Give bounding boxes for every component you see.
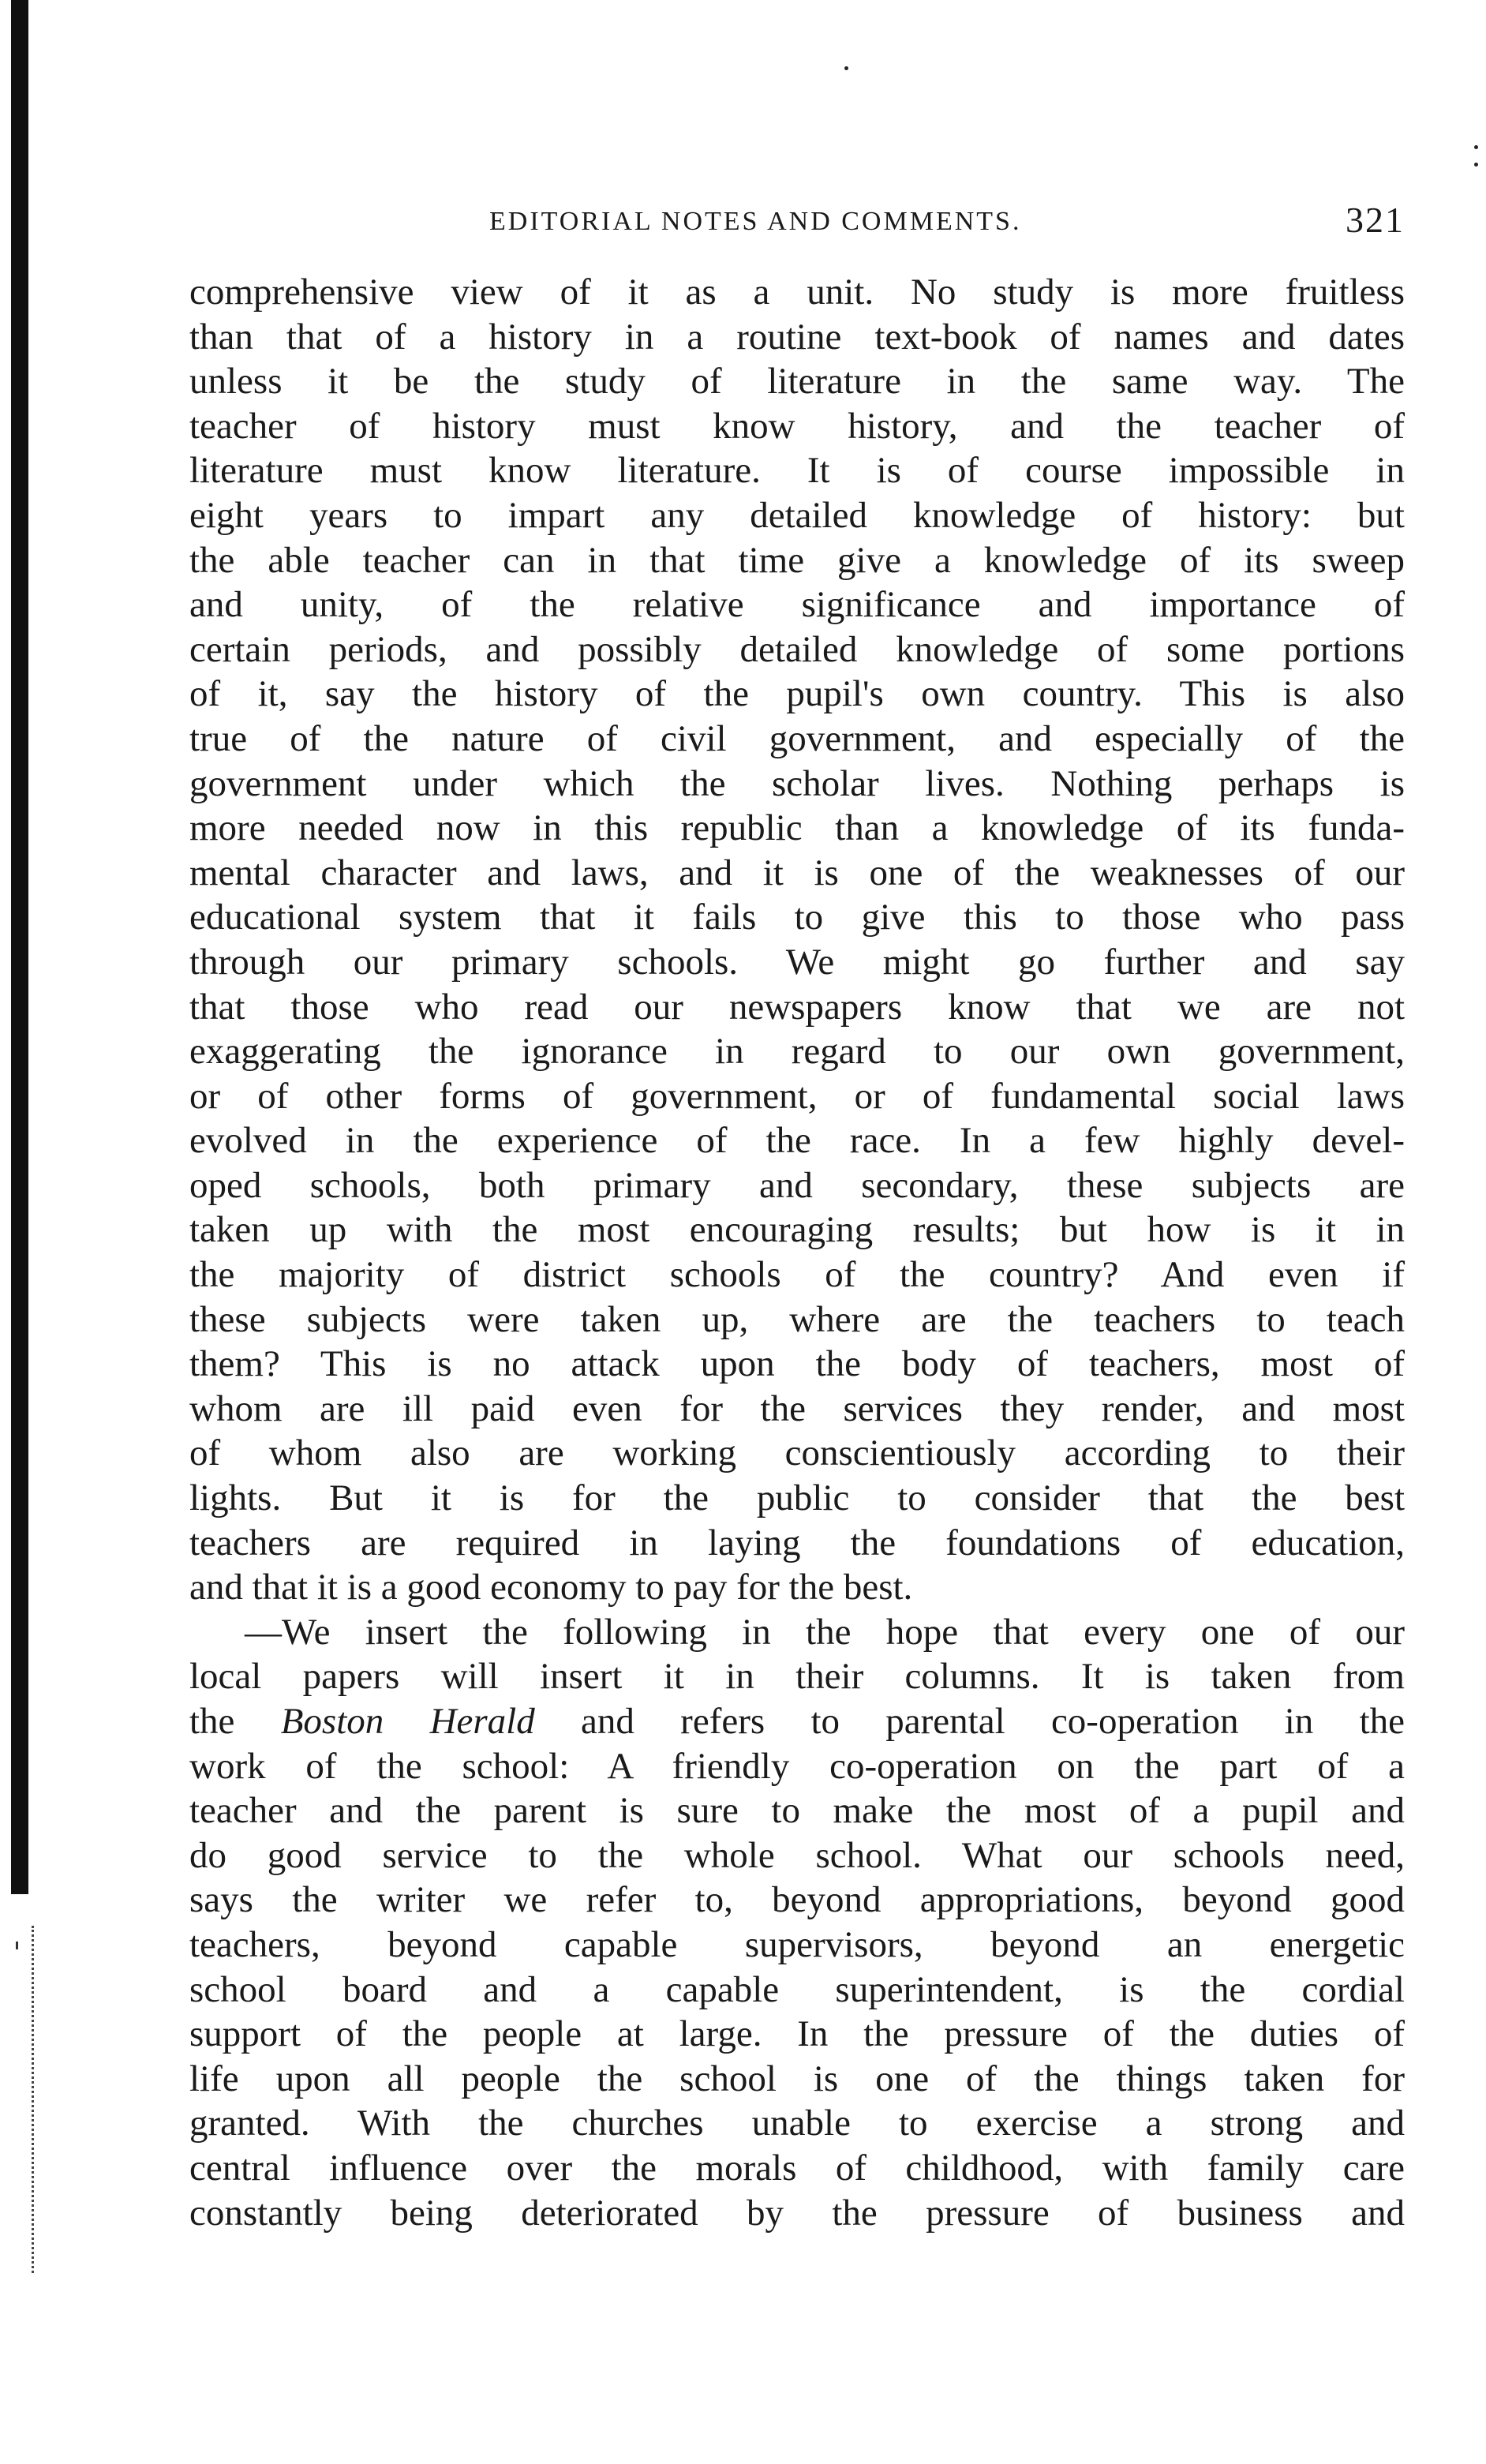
text-line: through our primary schools. We might go further and say [189, 941, 1405, 983]
newspaper-title: Boston Herald [280, 1701, 535, 1742]
running-title: EDITORIAL NOTES AND COMMENTS. [489, 207, 1022, 236]
page-header [189, 199, 1405, 246]
text-line: local papers will insert it in their columns. It is taken from [189, 1656, 1405, 1698]
text-line: life upon all people the school is one of the things taken for [189, 2058, 1405, 2099]
text-line: government under which the scholar lives. Nothing perhaps is [189, 762, 1405, 804]
text-line: whom are ill paid even for the services they render, and most [189, 1387, 1405, 1429]
text-line: support of the people at large. In the pressure of the duties of [189, 2013, 1405, 2055]
text-line: work of the school: A friendly co-operation on the part of a [189, 1745, 1405, 1787]
text-line: teacher and the parent is sure to make the most of a pupil and [189, 1790, 1405, 1832]
text-line: exaggerating the ignorance in regard to our own government, [189, 1031, 1405, 1073]
text-line: eight years to impart any detailed knowledge of history: but [189, 494, 1405, 536]
text-line: certain periods, and possibly detailed knowledge of some portions [189, 628, 1405, 670]
text-line: school board and a capable superintendent, is the cordial [189, 1968, 1405, 2010]
text-line: of it, say the history of the pupil's own country. This is also [189, 673, 1405, 715]
text-line: central influence over the morals of childhood, with family care [189, 2147, 1405, 2189]
text-line: educational system that it fails to give this to those who pass [189, 897, 1405, 938]
text-line: or of other forms of government, or of fundamental social laws [189, 1075, 1405, 1117]
text-line: taken up with the most encouraging results; but how is it in [189, 1209, 1405, 1251]
line-text: the [189, 1701, 235, 1742]
text-line: of whom also are working conscientiously according to their [189, 1432, 1405, 1474]
text-line: granted. With the churches unable to exercise a strong and [189, 2103, 1405, 2144]
paragraph-end-line: and that it is a good economy to pay for the best. [189, 1567, 913, 1608]
text-line: mental character and laws, and it is one of the weaknesses of our [189, 852, 1405, 893]
page-number: 321 [1346, 200, 1405, 240]
text-line: literature must know literature. It is of course impossible in [189, 450, 1405, 492]
binding-mark [16, 1942, 18, 1949]
text-line: them? This is no attack upon the body of teachers, most of [189, 1343, 1405, 1385]
text-line: the majority of district schools of the country? And even if [189, 1254, 1405, 1296]
text-line: do good service to the whole school. What our schools need, [189, 1834, 1405, 1876]
text-line: teacher of history must know history, and the teacher of [189, 405, 1405, 447]
text-line: more needed now in this republic than a knowledge of its funda- [189, 807, 1405, 849]
ink-speck [1474, 163, 1478, 167]
text-line: oped schools, both primary and secondary, these subjects are [189, 1164, 1405, 1206]
text-line: the able teacher can in that time give a knowledge of its sweep [189, 539, 1405, 581]
text-line: teachers, beyond capable supervisors, beyond an energetic [189, 1923, 1405, 1965]
margin-dotted-line [32, 1926, 34, 2273]
text-line: evolved in the experience of the race. In a few highly devel- [189, 1120, 1405, 1162]
text-line: true of the nature of civil government, and especially of the [189, 717, 1405, 759]
text-line: teachers are required in laying the foundations of education, [189, 1522, 1405, 1563]
text-line: these subjects were taken up, where are the teachers to teach [189, 1298, 1405, 1340]
text-line: lights. But it is for the public to consider that the best [189, 1477, 1405, 1519]
text-line: comprehensive view of it as a unit. No study is more fruitless [189, 271, 1405, 313]
line-text: and refers to parental co-operation in the [581, 1701, 1406, 1742]
text-line: constantly being deteriorated by the pressure of business and [189, 2192, 1405, 2234]
text-line: unless it be the study of literature in the same way. The [189, 361, 1405, 403]
text-line-with-citation [189, 1699, 1405, 1744]
ink-speck [844, 66, 848, 70]
body-text [189, 270, 1405, 2235]
text-line: says the writer we refer to, beyond appropriations, beyond good [189, 1879, 1405, 1921]
paragraph-start-line: —We insert the following in the hope that every one of our [245, 1611, 1405, 1653]
text-line: that those who read our newspapers know that we are not [189, 986, 1405, 1028]
text-line: and unity, of the relative significance and importance of [189, 584, 1405, 626]
ink-speck [1474, 145, 1478, 149]
text-line: than that of a history in a routine text-book of names and dates [189, 316, 1405, 358]
binding-edge [11, 0, 28, 1894]
